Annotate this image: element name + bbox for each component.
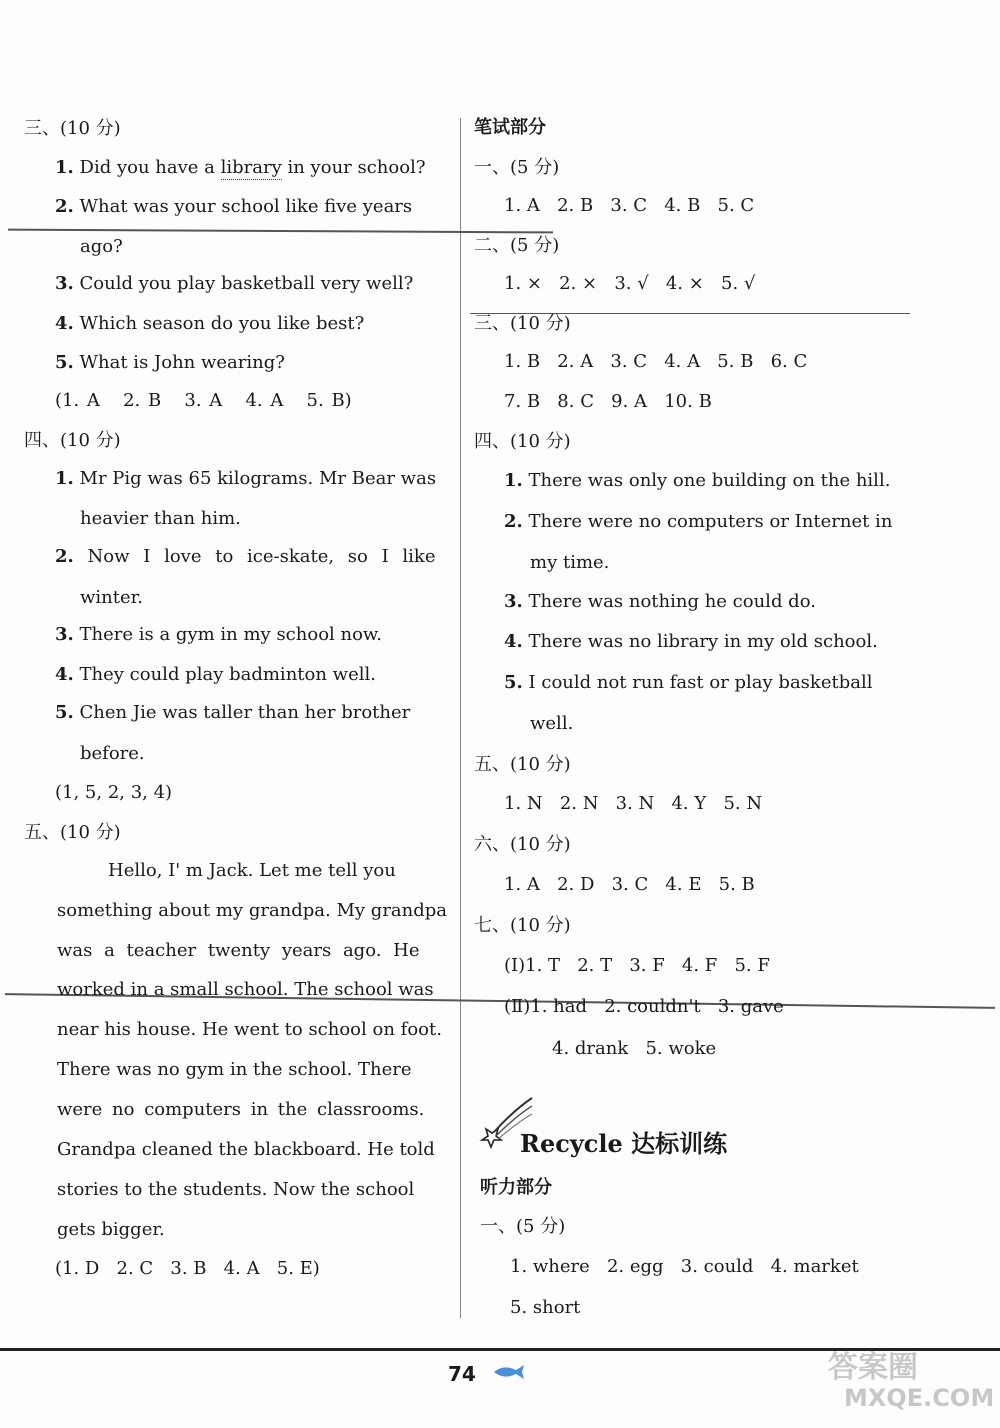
section-header: 六、(10 分) [474,834,571,855]
paragraph-line: Grandpa cleaned the blackboard. He told [57,1139,435,1160]
section-header: 四、(10 分) [474,431,571,452]
paragraph-line: something about my grandpa. My grandpa [57,900,448,921]
answer-row: 7. B 8. C 9. A 10. B [504,391,712,412]
section-header: 三、(10 分) [474,313,571,334]
question-line: 5. What is John wearing? [55,352,285,373]
paragraph-line: gets bigger. [57,1219,165,1240]
answer-line: my time. [530,552,610,573]
scan-line [8,229,553,234]
section-header: 五、(10 分) [474,754,571,775]
paragraph-line: near his house. He went to school on foot. [57,1019,442,1040]
answer-line: 4. There was no library in my old school. [504,631,878,652]
question-line: 2. What was your school like five years [55,196,413,217]
column-divider [460,118,461,1318]
answer-row: 1. B 2. A 3. C 4. A 5. B 6. C [504,351,808,372]
answer-line: 5. Chen Jie was taller than her brother [55,702,411,723]
fish-decoration-icon [490,1362,530,1382]
answer-line: 3. There is a gym in my school now. [55,624,382,645]
section-header: 一、(5 分) [480,1216,566,1237]
question-line: ago? [80,236,123,257]
answer-line: 5. I could not run fast or play basketball [504,672,873,693]
answer-line: 2. There were no computers or Internet in [504,511,893,532]
section-header: 一、(5 分) [474,157,560,178]
answer-row: 1. where 2. egg 3. could 4. market [510,1256,859,1277]
written-part-title: 笔试部分 [474,117,546,138]
answer-line: 3. There was nothing he could do. [504,591,816,612]
answer-row: 1. × 2. × 3. √ 4. × 5. √ [504,273,756,294]
answer-line: 1. There was only one building on the hill. [504,470,891,491]
listening-part-title: 听力部分 [480,1177,552,1198]
paragraph-line: were no computers in the classrooms. [57,1099,425,1120]
answer-line: before. [80,743,145,764]
answer-row: 1. A 2. D 3. C 4. E 5. B [504,874,755,895]
watermark [820,1340,995,1420]
answer-line: heavier than him. [80,508,241,529]
answer-row: (Ⅱ)1. had 2. couldn't 3. gave [504,996,784,1017]
section-header: 七、(10 分) [474,915,571,936]
watermark-logo-text: 答案圈 [828,1350,918,1385]
answer-line: 1. Mr Pig was 65 kilograms. Mr Bear was [55,468,437,489]
paragraph-line: There was no gym in the school. There [57,1059,412,1080]
order-answer: (1, 5, 2, 3, 4) [55,782,173,803]
question-line: 4. Which season do you like best? [55,313,365,334]
section-header: 四、(10 分) [24,430,121,451]
answer-row: 4. drank 5. woke [552,1038,717,1059]
page-number: 74 [448,1362,476,1386]
recycle-title: Recycle 达标训练 [520,1129,728,1158]
answer-row: 1. A 2. B 3. C 4. B 5. C [504,195,755,216]
answer-line: winter. [80,587,143,608]
answer-line: 2. Now I love to ice-skate, so I like [55,546,436,567]
section-header: 二、(5 分) [474,235,560,256]
answer-row: 1. N 2. N 3. N 4. Y 5. N [504,793,763,814]
question-line: 3. Could you play basketball very well? [55,273,414,294]
section-header: 三、(10 分) [24,118,121,139]
section-header: 五、(10 分) [24,822,121,843]
answer-line: 4. They could play badminton well. [55,664,376,685]
paragraph-line: worked in a small school. The school was [57,979,434,1000]
question-line: 1. Did you have a library in your school? [55,157,426,178]
watermark-url-text: MXQE.COM [844,1384,995,1412]
answer-line: well. [530,713,574,734]
paragraph-line: Hello, I' m Jack. Let me tell you [108,860,396,881]
paragraph-line: was a teacher twenty years ago. He [57,940,420,961]
answer-row: (1. A 2. B 3. A 4. A 5. B) [55,390,352,411]
paragraph-line: stories to the students. Now the school [57,1179,415,1200]
answer-row: (Ⅰ)1. T 2. T 3. F 4. F 5. F [504,955,770,976]
answer-row: 5. short [510,1297,581,1318]
answer-row: (1. D 2. C 3. B 4. A 5. E) [55,1258,320,1279]
